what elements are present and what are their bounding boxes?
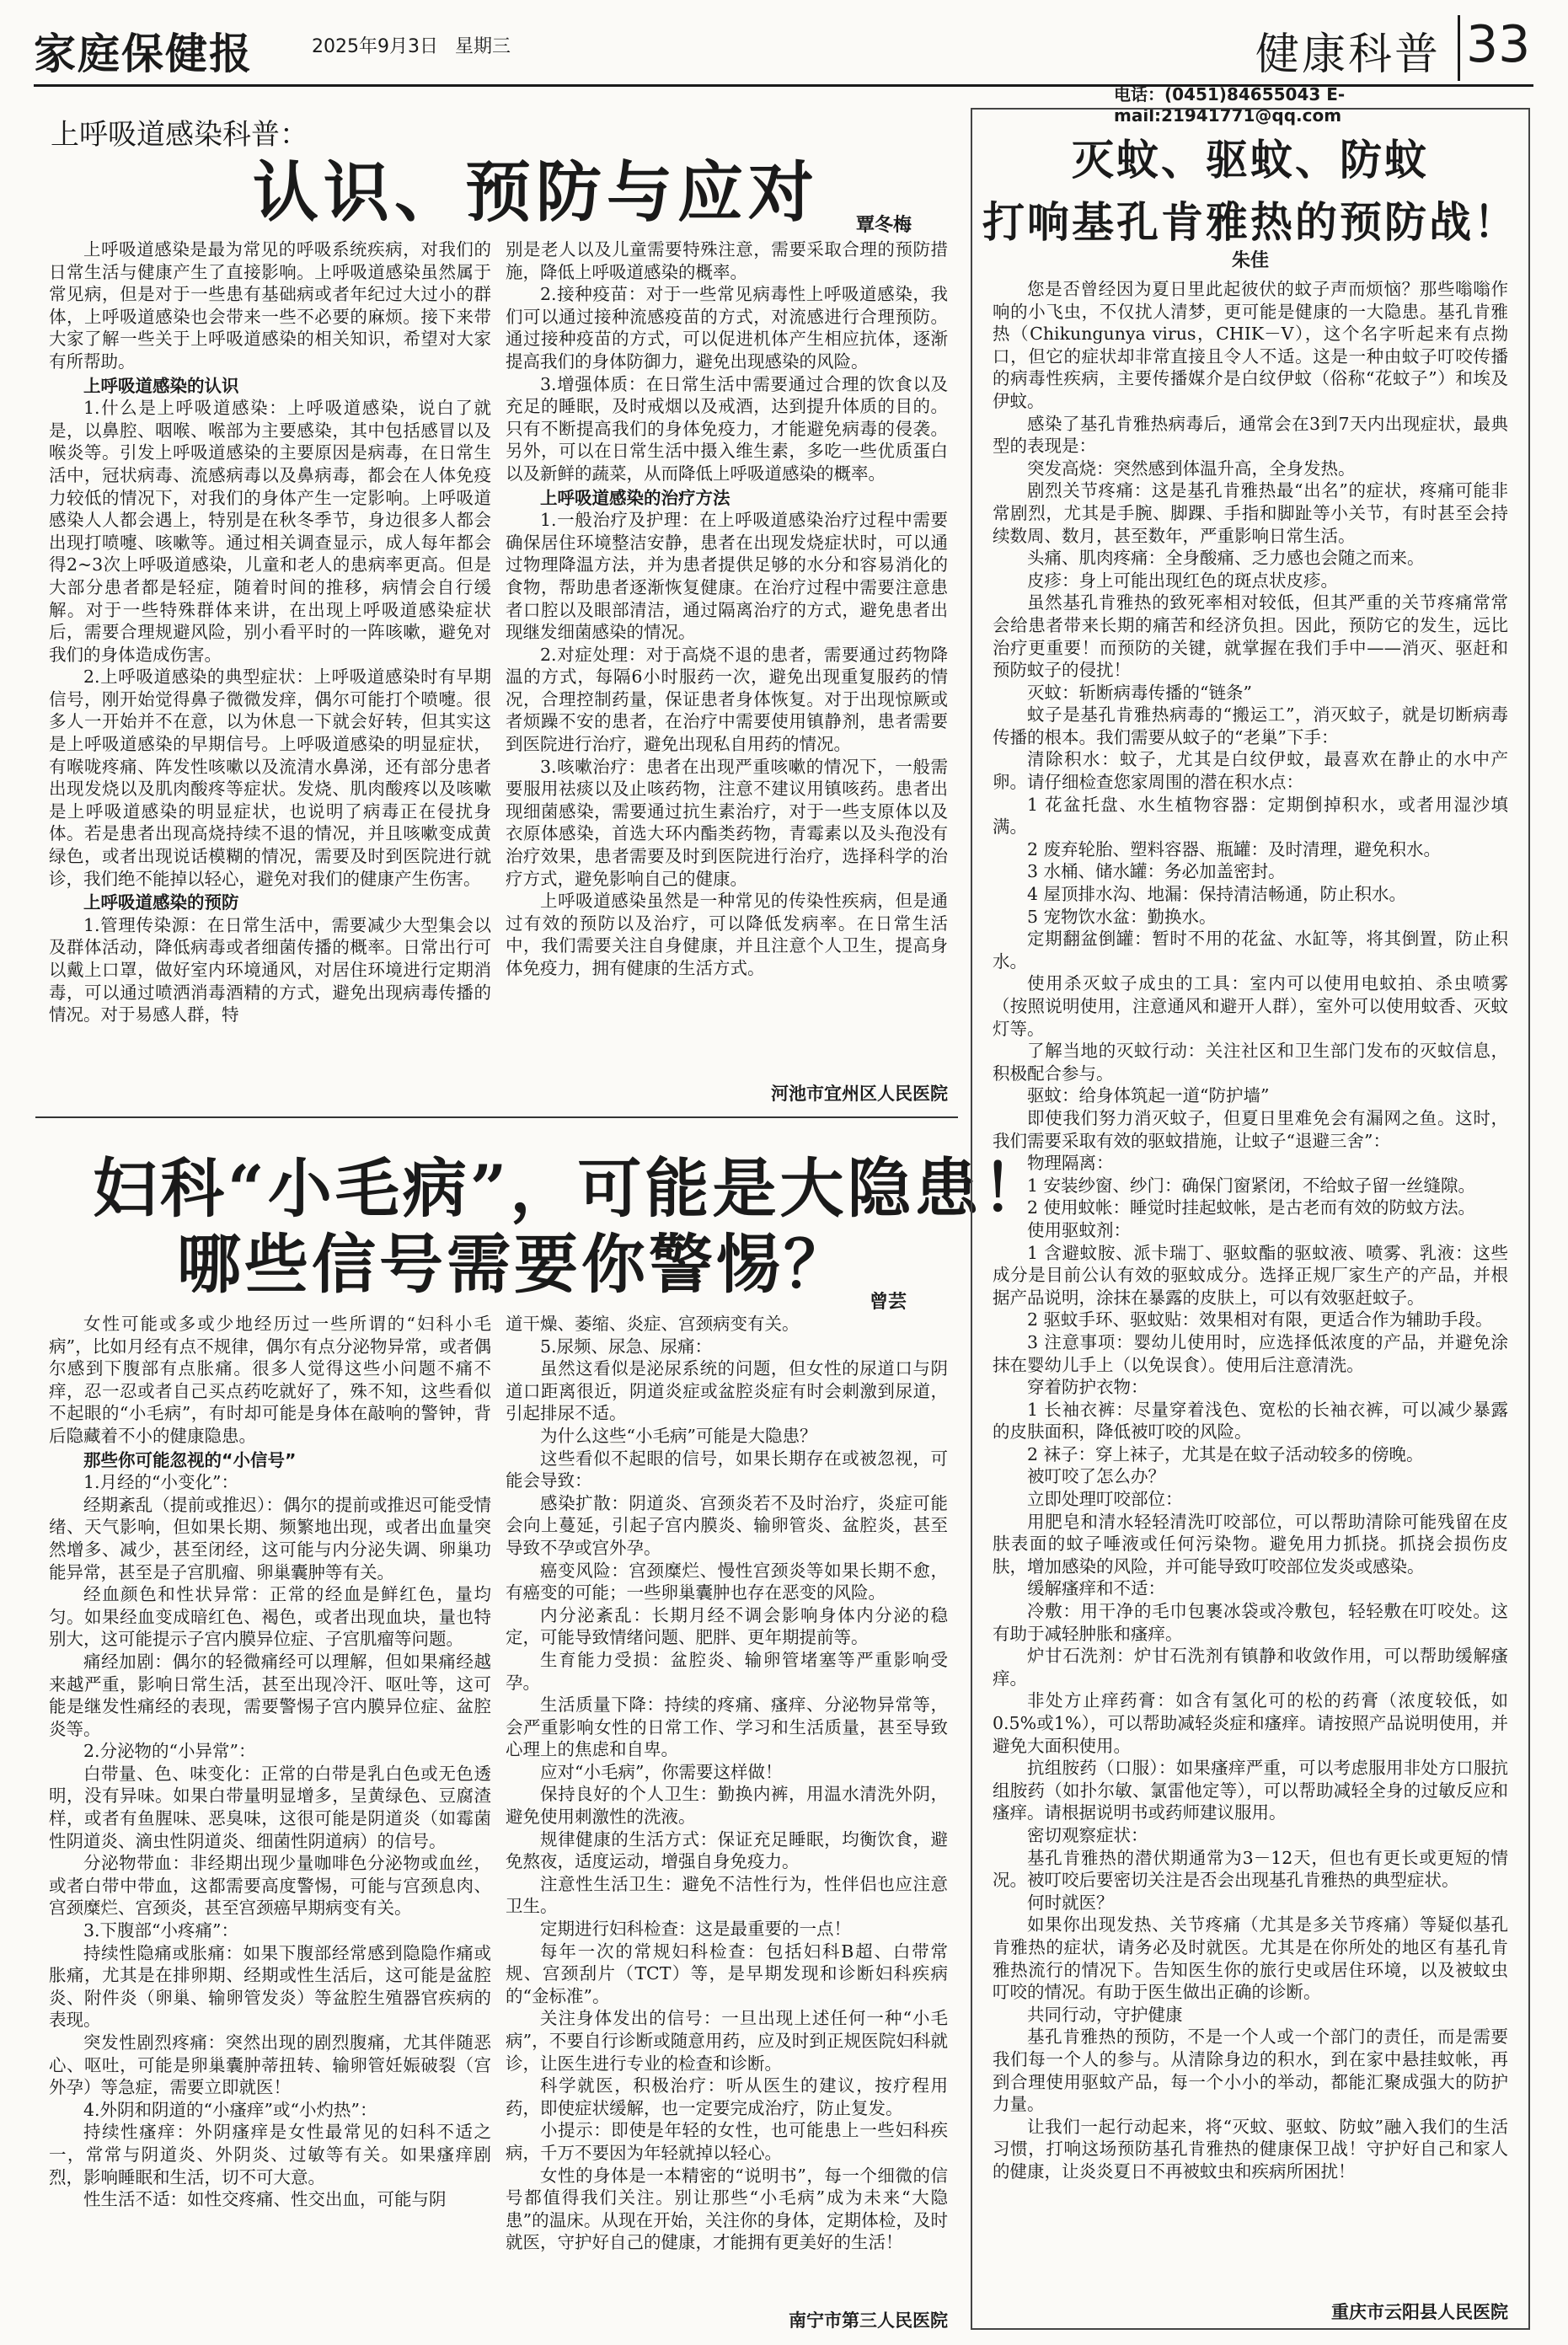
paragraph: 3.下腹部“小疼痛”： xyxy=(83,1920,239,1941)
paragraph: 1.什么是上呼吸道感染：上呼吸道感染，说白了就是，以鼻腔、咽喉、喉部为主要感染，其中包括感冒以及喉炎等。引发上呼吸道感染的主要原因是病毒，在日常生活中，冠状病毒、流感病毒以及鼻病毒，都会在人体免疫力较低的情况下，对我们的身体产生一定影响。上呼吸道感染人人都会遇上，特别是在秋冬季节，身边很多人都会出现打喷嚏、咳嗽等。通过相关调查显示，成人每年都会得2~3次上呼吸道感染，儿童和老人的患病率更高。但是大部分患者都是轻症，随着时间的推移，病情会自行缓解。对于一些特殊群体来讲，在出现上呼吸道感染症状后，需要合理规避风险，别小看平时的一阵咳嗽，避免对我们的身体造成伤害。 xyxy=(49,398,491,665)
paragraph: 分泌物带血：非经期出现少量咖啡色分泌物或血丝，或者白带中带血，这都需要高度警惕，可能与宫颈息肉、宫颈糜烂、宫颈炎，甚至宫颈癌早期病变有关。 xyxy=(49,1853,491,1919)
paragraph: 1 安装纱窗、纱门：确保门窗紧闭，不给蚊子留一丝缝隙。 xyxy=(1027,1175,1476,1196)
article2-author: 曾芸 xyxy=(870,1292,907,1313)
paragraph: 2 废弃轮胎、塑料容器、瓶罐：及时清理，避免积水。 xyxy=(1027,838,1442,859)
paragraph: 突发高烧：突然感到体温升高，全身发热。 xyxy=(1027,458,1356,479)
paragraph: 痛经加剧：偶尔的轻微痛经可以理解，但如果痛经越来越严重，影响日常生活，甚至出现冷汗、呕吐等，这可能是继发性痛经的表现，需要警惕子宫内膜异位症、盆腔炎等。 xyxy=(49,1651,491,1739)
paragraph: 冷敷：用干净的毛巾包裹冰袋或冷敷包，轻轻敷在叮咬处。这有助于减轻肿胀和瘙痒。 xyxy=(993,1601,1508,1644)
section-heading: 那些你可能忽视的“小信号” xyxy=(83,1449,297,1470)
article1-source: 河池市宜州区人民医院 xyxy=(771,1084,948,1104)
paragraph: 清除积水：蚊子，尤其是白纹伊蚊，最喜欢在静止的水中产卵。请仔细检查您家周围的潜在积水点： xyxy=(993,749,1508,793)
paragraph: 物理隔离： xyxy=(1027,1153,1114,1174)
paragraph: 灭蚊：斩断病毒传播的“链条” xyxy=(1027,682,1252,703)
paragraph: 1 花盆托盘、水生植物容器：定期倒掉积水，或者用湿沙填满。 xyxy=(993,794,1508,838)
paragraph: 密切观察症状： xyxy=(1027,1824,1148,1845)
paragraph: 2 袜子：穿上袜子，尤其是在蚊子活动较多的傍晚。 xyxy=(1027,1443,1424,1464)
paragraph: 2.上呼吸道感染的典型症状：上呼吸道感染时有早期信号，刚开始觉得鼻子微微发痒，偶尔可能打个喷嚏。很多人一开始并不在意，以为休息一下就会好转，但其实这是上呼吸道感染的早期信号。上呼吸道感染的明显症状，有喉咙疼痛、阵发性咳嗽以及流清水鼻涕，还有部分患者出现发烧以及肌肉酸疼等症状。发烧、肌肉酸疼以及咳嗽是上呼吸道感染的明显症状，也说明了病毒正在侵扰身体。若是患者出现高烧持续不退的情况，并且咳嗽变成黄绿色，或者出现说话模糊的情况，需要及时到医院进行就诊，我们绝不能掉以轻心，避免对我们的健康产生伤害。 xyxy=(49,667,491,889)
paragraph: 道干燥、萎缩、炎症、宫颈病变有关。 xyxy=(506,1314,800,1334)
paragraph: 3.增强体质：在日常生活中需要通过合理的饮食以及充足的睡眠，及时戒烟以及戒酒，达到提升体质的目的。只有不断提高我们的身体免疫力，才能避免病毒的侵袭。另外，可以在日常生活中摄入维生素，多吃一些优质蛋白以及新鲜的蔬菜，从而降低上呼吸道感染的概率。 xyxy=(506,373,948,484)
page-number: 33 xyxy=(1466,15,1531,74)
article3-title-line2: 打响基孔肯雅热的预防战！ xyxy=(982,197,1518,247)
paragraph: 3 注意事项：婴幼儿使用时，应选择低浓度的产品，并避免涂抹在婴幼儿手上（以免误食）。使用后注意清洗。 xyxy=(993,1331,1508,1375)
paragraph: 小提示：即使是年轻的女性，也可能患上一些妇科疾病，千万不要因为年轻就掉以轻心。 xyxy=(506,2120,948,2163)
paragraph: 保持良好的个人卫生：勤换内裤，用温水清洗外阴，避免使用刺激性的洗液。 xyxy=(506,1784,948,1828)
paragraph: 何时就医？ xyxy=(1027,1892,1114,1913)
paragraph: 5 宠物饮水盆：勤换水。 xyxy=(1027,906,1217,927)
issue-date: 2025年9月3日 xyxy=(312,36,438,57)
article1-author: 覃冬梅 xyxy=(856,215,912,236)
section-heading: 上呼吸道感染的预防 xyxy=(83,892,239,913)
paragraph: 剧烈关节疼痛：这是基孔肯雅热最“出名”的症状，疼痛可能非常剧烈，尤其是手腕、脚踝、手指和脚趾等小关节，有时甚至会持续数周、数月，甚至数年，严重影响日常生活。 xyxy=(993,480,1508,546)
paragraph: 生活质量下降：持续的疼痛、瘙痒、分泌物异常等，会严重影响女性的日常工作、学习和生活质量，甚至导致心理上的焦虑和自卑。 xyxy=(506,1695,948,1760)
article1-title: 认识、预防与应对 xyxy=(253,154,820,231)
paragraph: 经血颜色和性状异常：正常的经血是鲜红色，量均匀。如果经血变成暗红色、褐色，或者出现血块，量也特别大，这可能提示子宫内膜异位症、子宫肌瘤等问题。 xyxy=(49,1584,491,1650)
paragraph: 规律健康的生活方式：保证充足睡眠，均衡饮食，避免熬夜，适度运动，增强自身免疫力。 xyxy=(506,1828,948,1872)
paragraph: 虽然基孔肯雅热的致死率相对较低，但其严重的关节疼痛常常会给患者带来长期的痛苦和经济负担。因此，预防它的发生，远比治疗更重要！而预防的关键，就掌握在我们手中——消灭、驱赶和预防蚊子的侵扰！ xyxy=(993,592,1508,681)
paragraph: 您是否曾经因为夏日里此起彼伏的蚊子声而烦恼？那些嗡嗡作响的小飞虫，不仅扰人清梦，更可能是健康的一大隐患。基孔肯雅热（Chikungunya virus，CHIK－V），这个名字听起来有点拗口，但它的症状却非常直接且令人不适。这是一种由蚊子叮咬传播的病毒性疾病，主要传播媒介是白纹伊蚊（俗称“花蚊子”）和埃及伊蚊。 xyxy=(993,279,1508,411)
article3-source: 重庆市云阳县人民医院 xyxy=(1331,2302,1508,2322)
paragraph: 关注身体发出的信号：一旦出现上述任何一种“小毛病”，不要自行诊断或随意用药，应及时到正规医院妇科就诊，让医生进行专业的检查和诊断。 xyxy=(506,2008,948,2074)
paragraph: 每年一次的常规妇科检查：包括妇科B超、白带常规、宫颈刮片（TCT）等，是早期发现和诊断妇科疾病的“金标准”。 xyxy=(506,1941,948,2006)
article3-body xyxy=(993,278,1508,2182)
paragraph: 共同行动，守护健康 xyxy=(1027,2004,1183,2025)
masthead xyxy=(34,15,1542,83)
paragraph: 被叮咬了怎么办？ xyxy=(1027,1466,1165,1487)
paragraph: 5.尿频、尿急、尿痛： xyxy=(540,1336,713,1357)
paragraph: 抗组胺药（口服）：如果瘙痒严重，可以考虑服用非处方口服抗组胺药（如扑尔敏、氯雷他定等），可以帮助减轻全身的过敏反应和瘙痒。请根据说明书或药师建议服用。 xyxy=(993,1758,1508,1823)
paragraph: 上呼吸道感染虽然是一种常见的传染性疾病，但是通过有效的预防以及治疗，可以降低发病率。在日常生活中，我们需要关注自身健康，并且注意个人卫生，提高身体免疫力，拥有健康的生活方式。 xyxy=(506,891,948,978)
article2-column-2 xyxy=(506,1313,948,2254)
paragraph: 白带量、色、味变化：正常的白带是乳白色或无色透明，没有异味。如果白带量明显增多，呈黄绿色、豆腐渣样，或者有鱼腥味、恶臭味，这很可能是阴道炎（如霉菌性阴道炎、滴虫性阴道炎、细菌性阴道病）的信号。 xyxy=(49,1763,491,1851)
paragraph: 使用杀灭蚊子成虫的工具：室内可以使用电蚊拍、杀虫喷雾（按照说明使用，注意通风和避开人群），室外可以使用蚊香、灭蚊灯等。 xyxy=(993,973,1508,1039)
paragraph: 2 驱蚊手环、驱蚊贴：效果相对有限，更适合作为辅助手段。 xyxy=(1027,1309,1493,1330)
paragraph: 2.对症处理：对于高烧不退的患者，需要通过药物降温的方式，每隔6小时服药一次，避免出现重复服药的情况，合理控制药量，保证患者身体恢复。对于出现惊厥或者烦躁不安的患者，在治疗中需要使用镇静剂，患者需要到医院进行治疗，避免出现私自用药的情况。 xyxy=(506,644,948,755)
section-heading: 上呼吸道感染的认识 xyxy=(83,375,239,396)
paragraph: 应对“小毛病”，你需要这样做！ xyxy=(540,1761,783,1782)
paragraph: 女性的身体是一本精密的“说明书”，每一个细微的信号都值得我们关注。别让那些“小毛病”成为未来“大隐患”的温床。从现在开始，关注你的身体，定期体检，及时就医，守护好自己的健康，才能拥有更美好的生活！ xyxy=(506,2165,948,2253)
paragraph: 持续性瘙痒：外阴瘙痒是女性最常见的妇科不适之一，常常与阴道炎、外阴炎、过敏等有关。如果瘙痒剧烈，影响睡眠和生活，切不可大意。 xyxy=(49,2122,491,2187)
paragraph: 基孔肯雅热的潜伏期通常为3－12天，但也有更长或更短的情况。被叮咬后要密切关注是否会出现基孔肯雅热的典型症状。 xyxy=(993,1847,1508,1891)
paragraph: 突发性剧烈疼痛：突然出现的剧烈腹痛，尤其伴随恶心、呕吐，可能是卵巢囊肿蒂扭转、输卵管妊娠破裂（宫外孕）等急症，需要立即就医！ xyxy=(49,2032,491,2098)
paragraph: 持续性隐痛或胀痛：如果下腹部经常感到隐隐作痛或胀痛，尤其是在排卵期、经期或性生活后，这可能是盆腔炎、附件炎（卵巢、输卵管发炎）等盆腔生殖器官疾病的表现。 xyxy=(49,1942,491,2031)
paragraph: 这些看似不起眼的信号，如果长期存在或被忽视，可能会导致： xyxy=(506,1448,948,1491)
paragraph: 缓解瘙痒和不适： xyxy=(1027,1578,1165,1599)
paragraph: 用肥皂和清水轻轻清洗叮咬部位，可以帮助清除可能残留在皮肤表面的蚊子唾液或任何污染物。避免用力抓挠。抓挠会损伤皮肤，增加感染的风险，并可能导致叮咬部位发炎或感染。 xyxy=(993,1511,1508,1577)
article3-title-line1: 灭蚊、驱蚊、防蚊 xyxy=(1072,135,1429,185)
paragraph: 虽然这看似是泌尿系统的问题，但女性的尿道口与阴道口距离很近，阴道炎症或盆腔炎症有时会刺激到尿道，引起排尿不适。 xyxy=(506,1358,948,1424)
article1-kicker: 上呼吸道感染科普： xyxy=(51,118,308,152)
paragraph: 经期紊乱（提前或推迟）：偶尔的提前或推迟可能受情绪、天气影响，但如果长期、频繁地出现，或者出血量突然增多、减少，甚至闭经，这可能与内分泌失调、卵巢功能异常，甚至是子宫肌瘤、卵巢囊肿等有关。 xyxy=(49,1494,491,1582)
paragraph: 2.接种疫苗：对于一些常见病毒性上呼吸道感染，我们可以通过接种流感疫苗的方式，对流感进行合理预防。通过接种疫苗的方式，可以促进机体产生相应抗体，逐渐提高我们的身体防御力，避免出现感染的风险。 xyxy=(506,284,948,372)
newspaper-name: 家庭保健报 xyxy=(34,29,253,78)
section-name: 健康科普 xyxy=(1255,29,1442,80)
paragraph: 基孔肯雅热的预防，不是一个人或一个部门的责任，而是需要我们每一个人的参与。从清除身边的积水，到在家中悬挂蚊帐，再到合理使用驱蚊产品，每一个小小的举动，都能汇聚成强大的防护力量。 xyxy=(993,2026,1508,2115)
article1-column-2 xyxy=(506,238,948,980)
paragraph: 立即处理叮咬部位： xyxy=(1027,1489,1183,1510)
article2-column-1 xyxy=(49,1313,491,2211)
article2-source: 南宁市第三人民医院 xyxy=(789,2310,948,2331)
paragraph: 3 水桶、储水罐：务必加盖密封。 xyxy=(1027,861,1286,882)
article1-column-1 xyxy=(49,238,491,1026)
paragraph: 性生活不适：如性交疼痛、性交出血，可能与阴 xyxy=(83,2189,447,2210)
paragraph: 1.管理传染源：在日常生活中，需要减少大型集会以及群体活动，降低病毒或者细菌传播的概率。日常出行可以戴上口罩，做好室内环境通风，对居住环境进行定期消毒，可以通过喷洒消毒酒精的方式，避免出现病毒传播的情况。对于易感人群，特 xyxy=(49,914,491,1025)
masthead-divider xyxy=(1458,15,1460,81)
paragraph: 驱蚊：给身体筑起一道“防护墙” xyxy=(1027,1085,1270,1106)
paragraph: 炉甘石洗剂：炉甘石洗剂有镇静和收敛作用，可以帮助缓解瘙痒。 xyxy=(993,1646,1508,1689)
article3-author: 朱佳 xyxy=(1231,250,1269,271)
article-divider xyxy=(35,1116,958,1118)
paragraph: 女性可能或多或少地经历过一些所谓的“妇科小毛病”，比如月经有点不规律，偶尔有点分泌物异常，或者偶尔感到下腹部有点胀痛。很多人觉得这些小问题不痛不痒，忍一忍或者自己买点药吃就好了，殊不知，这些看似不起眼的“小毛病”，有时却可能是身体在敲响的警钟，背后隐藏着不小的健康隐患。 xyxy=(49,1314,491,1446)
contact-info: 电话：(0451)84655043 E-mail:21941771@qq.com xyxy=(1114,84,1346,126)
paragraph: 癌变风险：宫颈糜烂、慢性宫颈炎等如果长期不愈，有癌变的可能；一些卵巢囊肿也存在恶变的风险。 xyxy=(506,1560,948,1603)
paragraph: 感染了基孔肯雅热病毒后，通常会在3到7天内出现症状，最典型的表现是： xyxy=(993,413,1508,457)
paragraph: 定期翻盆倒罐：暂时不用的花盆、水缸等，将其倒置，防止积水。 xyxy=(993,929,1508,972)
paragraph: 1 含避蚊胺、派卡瑞丁、驱蚊酯的驱蚊液、喷雾、乳液：这些成分是目前公认有效的驱蚊成分。选择正规厂家生产的产品，并根据产品说明，涂抹在暴露的皮肤上，可以有效驱赶蚊子。 xyxy=(993,1242,1508,1308)
paragraph: 穿着防护衣物： xyxy=(1027,1377,1148,1398)
paragraph: 内分泌紊乱：长期月经不调会影响身体内分泌的稳定，可能导致情绪问题、肥胖、更年期提前等。 xyxy=(506,1604,948,1648)
paragraph: 非处方止痒药膏：如含有氢化可的松的药膏（浓度较低，如0.5%或1%），可以帮助减轻炎症和瘙痒。请按照产品说明使用，并避免大面积使用。 xyxy=(993,1690,1508,1756)
paragraph: 4.外阴和阴道的“小瘙痒”或“小灼热”： xyxy=(83,2099,377,2120)
paragraph: 3.咳嗽治疗：患者在出现严重咳嗽的情况下，一般需要服用祛痰以及止咳药物，注意不建议用镇咳药。患者出现细菌感染，需要通过抗生素治疗，对于一些支原体以及衣原体感染，首选大环内酯类药物，青霉素以及头孢没有治疗效果，患者需要及时到医院进行治疗，选择科学的治疗方式，避免影响自己的健康。 xyxy=(506,756,948,889)
paragraph: 2 使用蚊帐：睡觉时挂起蚊帐，是古老而有效的防蚊方法。 xyxy=(1027,1197,1476,1218)
paragraph: 注意性生活卫生：避免不洁性行为，性伴侣也应注意卫生。 xyxy=(506,1873,948,1917)
paragraph: 感染扩散：阴道炎、宫颈炎若不及时治疗，炎症可能会向上蔓延，引起子宫内膜炎、输卵管炎、盆腔炎，甚至导致不孕或宫外孕。 xyxy=(506,1492,948,1558)
article2-title-line1: 妇科“小毛病”，可能是大隐患！ xyxy=(93,1151,1050,1226)
article2-title-line2: 哪些信号需要你警惕？ xyxy=(177,1227,851,1302)
paragraph: 定期进行妇科检查：这是最重要的一点！ xyxy=(540,1919,851,1940)
paragraph: 别是老人以及儿童需要特殊注意，需要采取合理的预防措施，降低上呼吸道感染的概率。 xyxy=(506,239,948,282)
paragraph: 上呼吸道感染是最为常见的呼吸系统疾病，对我们的日常生活与健康产生了直接影响。上呼吸道感染虽然属于常见病，但是对于一些患有基础病或者年纪过大过小的群体，上呼吸道感染也会带来一些不必要的麻烦。接下来带大家了解一些关于上呼吸道感染的相关知识，希望对大家有所帮助。 xyxy=(49,239,491,372)
paragraph: 即使我们努力消灭蚊子，但夏日里难免会有漏网之鱼。这时，我们需要采取有效的驱蚊措施，让蚊子“退避三舍”： xyxy=(993,1107,1508,1151)
paragraph: 如果你出现发热、关节疼痛（尤其是多关节疼痛）等疑似基孔肯雅热的症状，请务必及时就医。尤其是在你所处的地区有基孔肯雅热流行的情况下。告知医生你的旅行史或居住环境，以及被蚊虫叮咬的情况。有助于医生做出正确的诊断。 xyxy=(993,1914,1508,2003)
issue-weekday: 星期三 xyxy=(455,36,511,57)
paragraph: 皮疹：身上可能出现红色的斑点状皮疹。 xyxy=(1027,570,1338,591)
paragraph: 2.分泌物的“小异常”： xyxy=(83,1741,256,1762)
paragraph: 蚊子是基孔肯雅热病毒的“搬运工”，消灭蚊子，就是切断病毒传播的根本。我们需要从蚊子的“老巢”下手： xyxy=(993,704,1508,747)
paragraph: 为什么这些“小毛病”可能是大隐患？ xyxy=(540,1425,817,1446)
paragraph: 生育能力受损：盆腔炎、输卵管堵塞等严重影响受孕。 xyxy=(506,1649,948,1693)
paragraph: 1.月经的“小变化”： xyxy=(83,1472,239,1493)
paragraph: 1 长袖衣裤：尽量穿着浅色、宽松的长袖衣裤，可以减少暴露的皮肤面积，降低被叮咬的风险。 xyxy=(993,1399,1508,1443)
paragraph: 让我们一起行动起来，将“灭蚊、驱蚊、防蚊”融入我们的生活习惯，打响这场预防基孔肯雅热的健康保卫战！守护好自己和家人的健康，让炎炎夏日不再被蚊虫和疾病所困扰！ xyxy=(993,2116,1508,2182)
paragraph: 4 屋顶排水沟、地漏：保持清洁畅通，防止积水。 xyxy=(1027,884,1407,905)
paragraph: 科学就医，积极治疗：听从医生的建议，按疗程用药，即使症状缓解，也一定要完成治疗，防止复发。 xyxy=(506,2075,948,2118)
paragraph: 使用驱蚊剂： xyxy=(1027,1219,1131,1240)
section-heading: 上呼吸道感染的治疗方法 xyxy=(540,487,730,508)
paragraph: 1.一般治疗及护理：在上呼吸道感染治疗过程中需要确保居住环境整洁安静，患者在出现发烧症状时，可以通过物理降温方法，并为患者提供足够的水分和容易消化的食物，帮助患者逐渐恢复健康。在治疗过程中需要注意患者口腔以及眼部清洁，通过隔离治疗的方式，避免患者出现继发细菌感染的情况。 xyxy=(506,510,948,643)
paragraph: 了解当地的灭蚊行动：关注社区和卫生部门发布的灭蚊信息，积极配合参与。 xyxy=(993,1041,1508,1084)
paragraph: 头痛、肌肉疼痛：全身酸痛、乏力感也会随之而来。 xyxy=(1027,548,1425,569)
